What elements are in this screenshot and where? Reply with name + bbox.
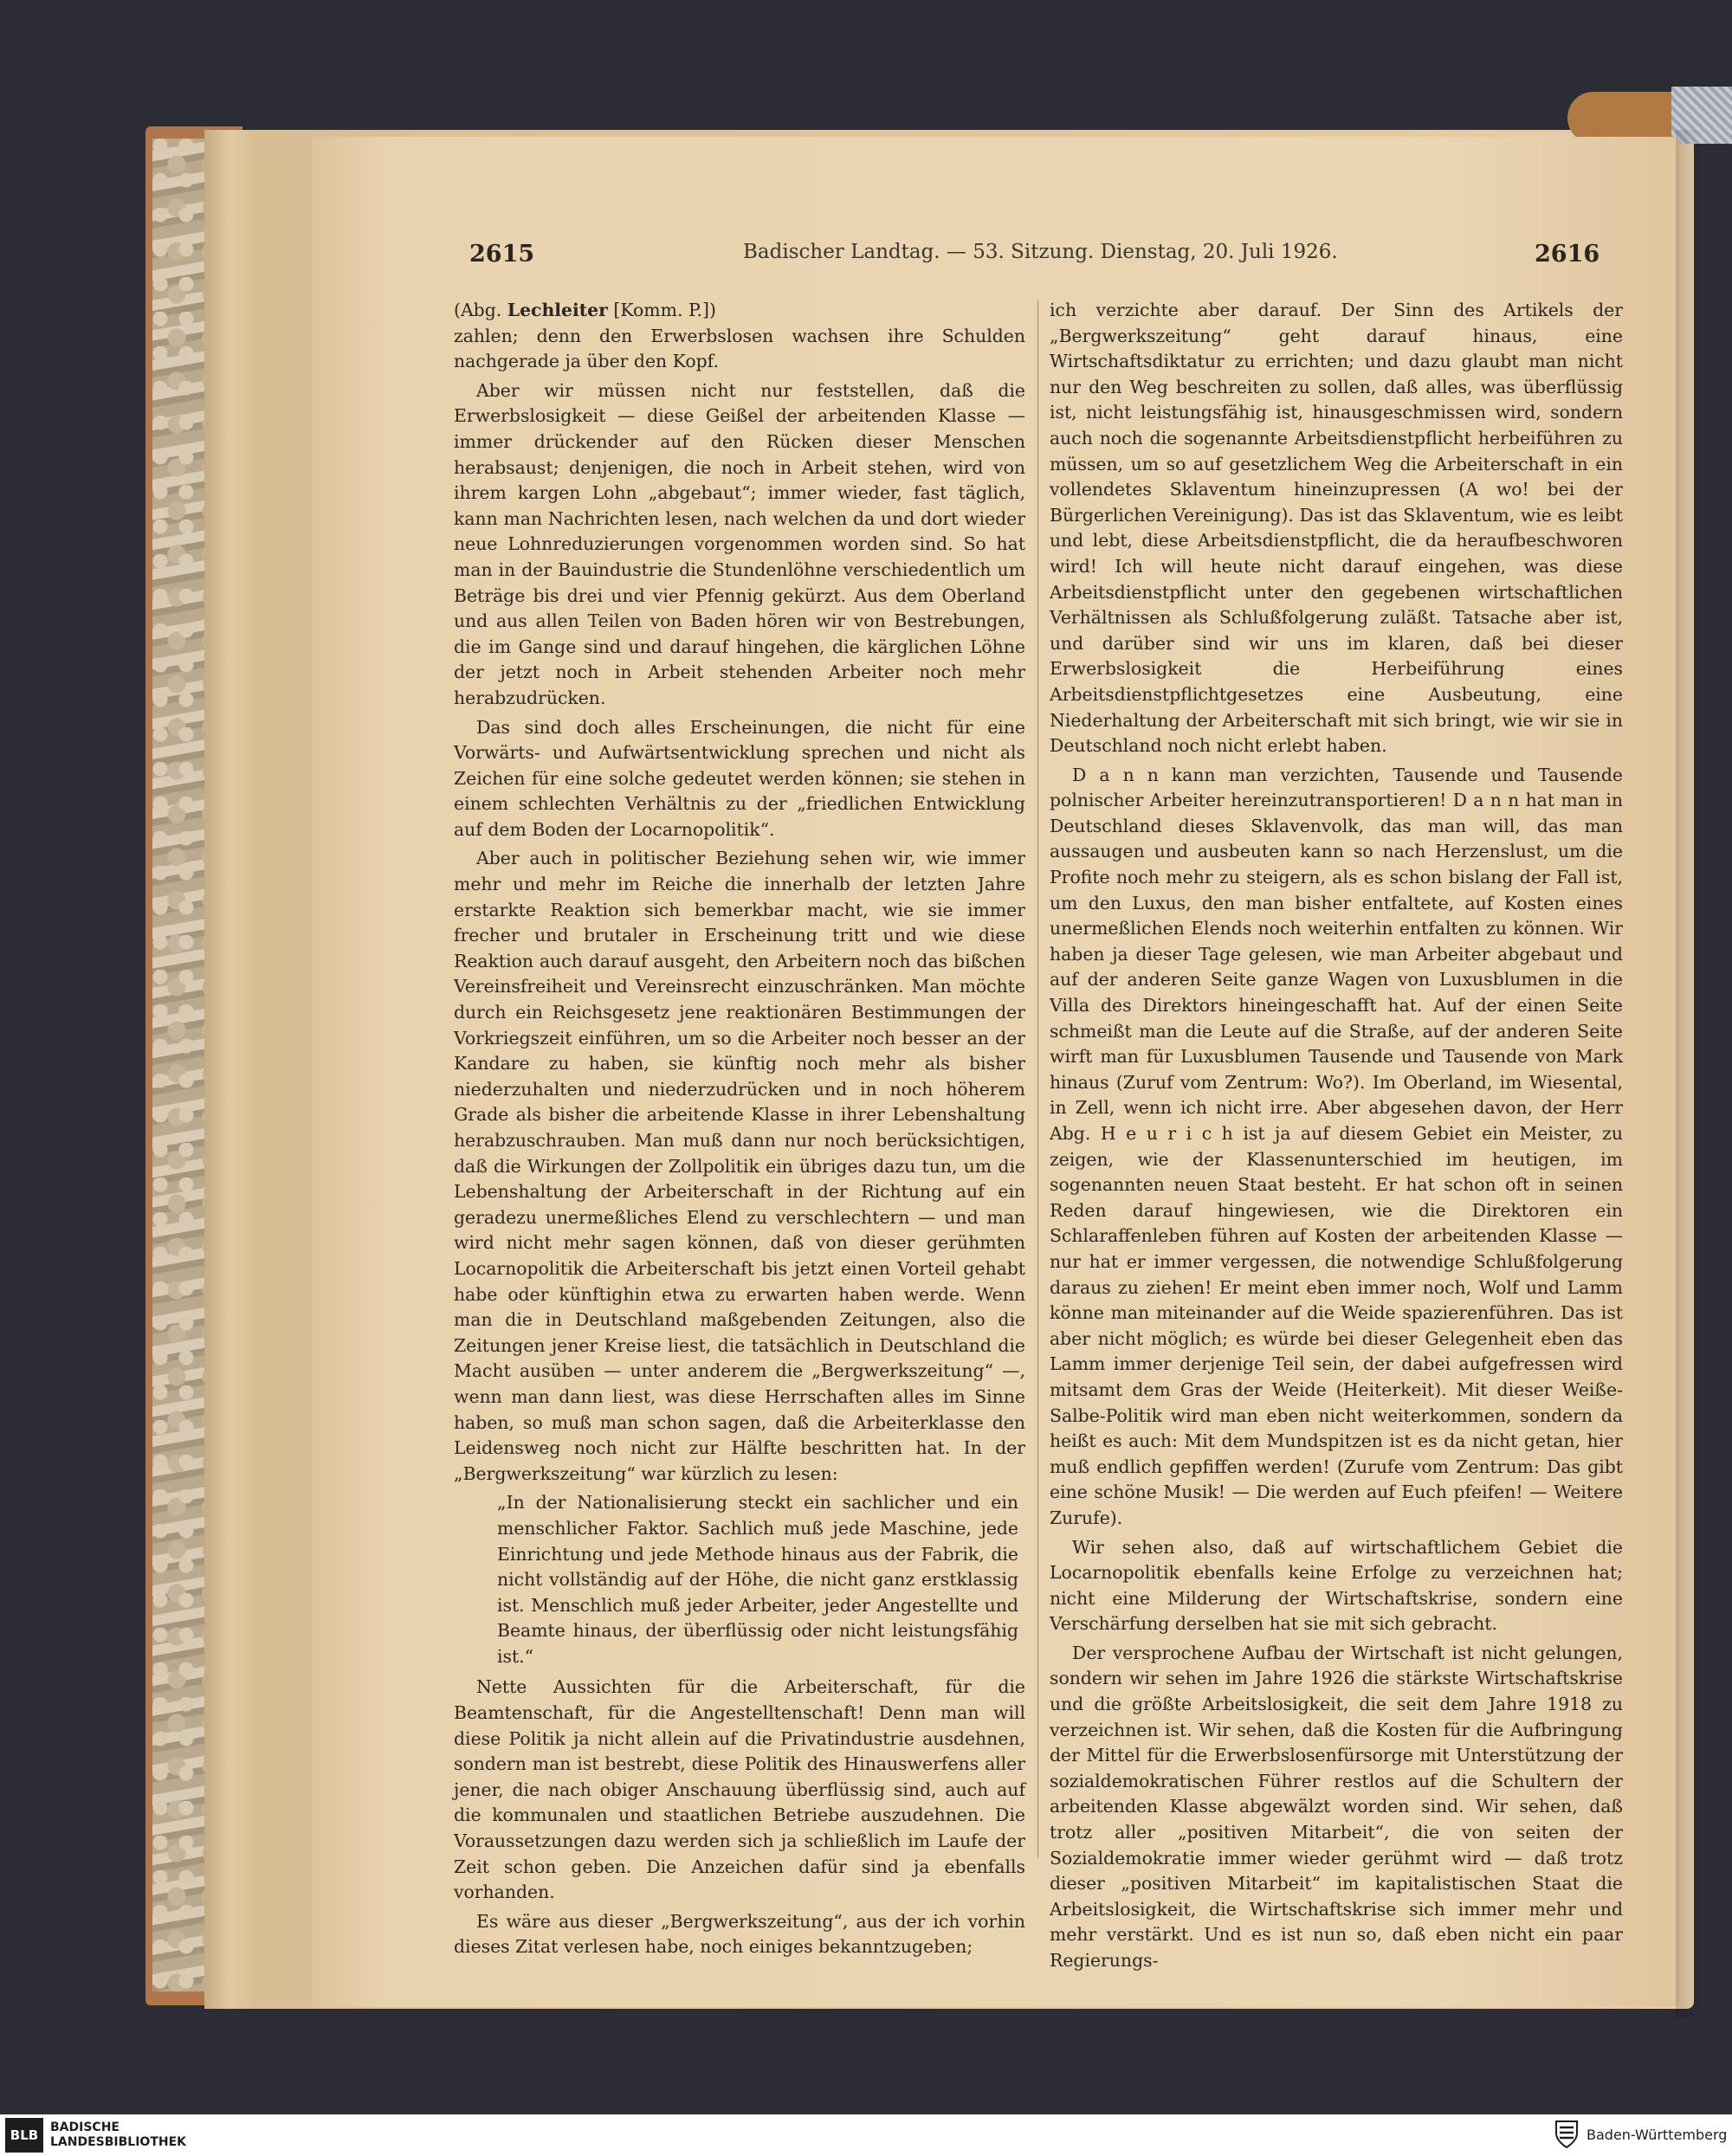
speaker-name: Lechleiter — [507, 300, 608, 320]
paragraph: zahlen; denn den Erwerbslosen wachsen ihre Schulden nachgerade ja über den Kopf. — [454, 325, 1025, 372]
library-name-line1: BADISCHE — [50, 2120, 120, 2134]
speaker-prefix: (Abg. — [454, 300, 507, 320]
left-column — [454, 298, 1025, 1964]
column-divider — [1037, 300, 1038, 1858]
page-shadow — [1676, 130, 1702, 2017]
footer-bar — [0, 2114, 1732, 2156]
paragraph: Aber auch in politischer Beziehung sehen wir, wie immer mehr und mehr im Reiche die innerhalb der letzten Jahre erstarkte Reaktion sich bemerkbar macht, wie sie immer frecher und brutaler in Erscheinung tritt und wie diese Reaktion auch darauf ausgeht, den Arbeitern noch das bißchen Vereinsfreiheit und Vereinsrecht einzuschränken. Man möchte durch ein Reichsgesetz jene reaktionären Bestimmungen der Vorkriegszeit einführen, um so die Arbeiter noch besser an der Kandare zu haben, sie künftig noch mehr als bisher niederzuhalten und niederzudrücken und in noch höherem Grade als bisher die arbeitende Klasse in ihrer Lebenshaltung herabzuschrauben. Man muß dann nur noch berücksichtigen, daß die Wirkungen der Zollpolitik ein übriges dazu tun, um die Lebenshaltung der Arbeiterschaft in der Richtung auf ein geradezu unermeßliches Elend zu verschlechtern — und man wird nicht mehr sagen können, daß von dieser gerühmten Locarnopolitik die Arbeiterschaft bis jetzt einen Vorteil gehabt habe oder künftighin etwa zu erwarten haben werde. Wenn man die in Deutschland maßgebenden Zeitungen, also die Zeitungen jener Kreise liest, die tatsächlich in Deutschland die Macht ausüben — unter anderem die „Bergwerkszeitung“ —, wenn man dann liest, was diese Herrschaften alles im Sinne haben, so muß man schon sagen, daß die Arbeiterklasse den Leidensweg noch nicht zur Hälfte beschritten hat. In der „Bergwerkszeitung“ war kürzlich zu lesen: — [454, 848, 1025, 1484]
state-name: Baden-Württemberg — [1587, 2127, 1728, 2143]
library-name — [50, 2120, 186, 2150]
library-name-line2: LANDESBIBLIOTHEK — [50, 2135, 187, 2149]
speaker-line — [454, 298, 1025, 324]
blb-logo: BLB — [5, 2118, 43, 2153]
right-column — [1050, 298, 1623, 1978]
paragraph: Nette Aussichten für die Arbeiterschaft, für die Beamtenschaft, für die Angestelltenschaft! Denn man will diese Politik ja nicht allein auf die Privatindustrie ausdehnen, sondern man ist bestrebt, diese Politik des Hinauswerfens aller jener, die nach obiger Anschauung überflüssig sind, auch auf die kommunalen und staatlichen Betriebe auszudehnen. Die Voraussetzungen dazu werden sich ja schließlich im Laufe der Zeit schon geben. Die Anzeichen dafür sind ja ebenfalls vorhanden. — [454, 1676, 1025, 1903]
speaker-party: [Komm. P.]) — [607, 300, 716, 320]
coat-of-arms-icon — [1554, 2120, 1580, 2149]
quotation: „In der Nationalisierung steckt ein sachlicher und ein menschlicher Faktor. Sachlich muß jede Maschine, jede Einrichtung und jede Methode hinaus aus der Fabrik, die nicht vollständig auf der Höhe, die nicht ganz erstklassig ist. Menschlich muß jeder Arbeiter, jeder Angestellte und Beamte hinaus, der überflüssig oder nicht leistungsfähig ist.“ — [497, 1492, 1018, 1667]
running-header: Badischer Landtag. — 53. Sitzung. Dienstag, 20. Juli 1926. — [743, 241, 1338, 263]
paragraph: Der versprochene Aufbau der Wirtschaft ist nicht gelungen, sondern wir sehen im Jahre 1926 die stärkste Wirtschaftskrise und die größte Arbeitslosigkeit, die seit dem Jahre 1918 zu verzeichnen ist. Wir sehen, daß die Kosten für die Aufbringung der Mittel für die Erwerbslosenfürsorge mit Unterstützung der sozialdemokratischen Führer restlos auf die Schultern der arbeitenden Klasse abgewälzt worden sind. Wir sehen, daß trotz aller „positiven Mitarbeit“, die von seiten der Sozialdemokratie immer wieder gerühmt wird — daß trotz dieser „positiven Mitarbeit“ im kapitalistischen Staat die Arbeitslosigkeit, die Wirtschaftskrise sich immer mehr und mehr verstärkt. Und es ist nun so, daß eben nicht ein paar Regierungs- — [1050, 1642, 1623, 1971]
paragraph: D a n n kann man verzichten, Tausende und Tausende polnischer Arbeiter hereinzutransportieren! D a n n hat man in Deutschland dieses Sklavenvolk, das man will, das man aussaugen und ausbeuten kann so nach Herzenslust, um die Profite noch mehr zu steigern, als es schon bislang der Fall ist, um den Luxus, den man bisher entfaltete, auf Kosten eines unermeßlichen Elends noch weiterhin entfalten zu können. Wir haben ja dieser Tage gelesen, wie man Arbeiter abgebaut und auf der anderen Seite ganze Wagen von Luxusblumen in die Villa des Direktors hineingeschafft hat. Auf der einen Seite schmeißt man die Leute auf die Straße, auf der anderen Seite wirft man für Luxusblumen Tausende und Tausende von Mark hinaus (Zuruf vom Zentrum: Wo?). Im Oberland, im Wiesental, in Zell, wenn ich nicht irre. Aber abgesehen davon, der Herr Abg. H e u r i c h ist ja auf diesem Gebiet ein Meister, zu zeigen, wie der Klassenunterschied im heutigen, im sogenannten neuen Staat besteht. Er hat schon oft in seinen Reden darauf hingewiesen, wie die Direktoren ein Schlaraffenleben führen auf Kosten der arbeitenden Klasse — nur hat er immer vergessen, die notwendige Schlußfolgerung daraus zu ziehen! Er meint eben immer noch, Wolf und Lamm könne man miteinander auf die Weide spazierenführen. Das ist aber nicht möglich; es würde bei dieser Gelegenheit eben das Lamm immer derjenige Teil sein, der dabei aufgefressen wird mitsamt dem Gras der Weide (Heiterkeit). Mit dieser Weiße-Salbe-Politik wird man eben nicht weiterkommen, sondern da heißt es auch: Mit dem Mundspitzen ist es da nicht getan, hier muß endlich gepfiffen werden! (Zurufe vom Zentrum: Das gibt eine schöne Musik! — Die werden auf Euch pfeifen! — Weitere Zurufe). — [1050, 764, 1623, 1528]
paragraph: Das sind doch alles Erscheinungen, die nicht für eine Vorwärts- und Aufwärtsentwicklung sprechen und nicht als Zeichen für eine solche gedeutet werden können; sie stehen in einem schlechten Verhältnis zu der „friedlichen Entwicklung auf dem Boden der Locarnopolitik“. — [454, 716, 1025, 840]
right-page-number: 2616 — [1535, 241, 1600, 268]
left-page-number: 2615 — [469, 241, 535, 268]
marbled-edge — [152, 139, 204, 1991]
paragraph: Es wäre aus dieser „Bergwerkszeitung“, aus der ich vorhin dieses Zitat verlesen habe, noch einiges bekanntzugeben; — [454, 1910, 1025, 1958]
paragraph: Wir sehen also, daß auf wirtschaftlichem Gebiet die Locarnopolitik ebenfalls keine Erfolge zu verzeichnen hat; nicht eine Milderung der Wirtschaftskrise, sondern eine Verschärfung derselben hat sie mit sich gebracht. — [1050, 1536, 1623, 1635]
paragraph: ich verzichte aber darauf. Der Sinn des Artikels der „Bergwerkszeitung“ geht darauf hinaus, eine Wirtschaftsdiktatur zu errichten; und dazu glaubt man nicht nur den Weg beschreiten zu sollen, daß alles, was überflüssig ist, nicht leistungsfähig ist, hinausgeschmissen wird, sondern auch noch die sogenannte Arbeitsdienstpflicht herbeiführen zu müssen, um so auf gesetzlichem Weg die Arbeiterschaft in ein vollendetes Sklaventum hineinzupressen (A wo! bei der Bürgerlichen Vereinigung). Das ist das Sklaventum, wie es leibt und lebt, diese Arbeitsdienstpflicht, die da heraufbeschworen wird! Ich will heute nicht darauf eingehen, was diese Arbeitsdienstpflicht unter den gegebenen wirtschaftlichen Verhältnissen als Schlußfolgerung zuläßt. Tatsache aber ist, und darüber sind wir uns im klaren, daß bei dieser Erwerbslosigkeit die Herbeiführung eines Arbeitsdienstpflichtgesetzes eine Ausbeutung, eine Niederhaltung der Arbeiterschaft mit sich bringt, wie wir sie in Deutschland noch nicht erlebt haben. — [1050, 300, 1623, 757]
paragraph: Aber wir müssen nicht nur feststellen, daß die Erwerbslosigkeit — diese Geißel der arbeitenden Klasse — immer drückender auf den Rücken dieser Menschen herabsaust; denjenigen, die noch in Arbeit stehen, wird von ihrem kargen Lohn „abgebaut“; immer wieder, fast täglich, kann man Nachrichten lesen, nach welchen da und dort wieder neue Lohnreduzierungen vorgenommen worden sind. So hat man in der Bauindustrie die Stundenlöhne verschiedentlich um Beträge bis drei und vier Pfennig gekürzt. Aus dem Oberland und aus allen Teilen von Baden hören wir von Bestrebungen, die im Gange sind und darauf hingehen, die kärglichen Löhne der jetzt noch in Arbeit stehenden Arbeiter noch mehr herabzudrücken. — [454, 379, 1025, 708]
